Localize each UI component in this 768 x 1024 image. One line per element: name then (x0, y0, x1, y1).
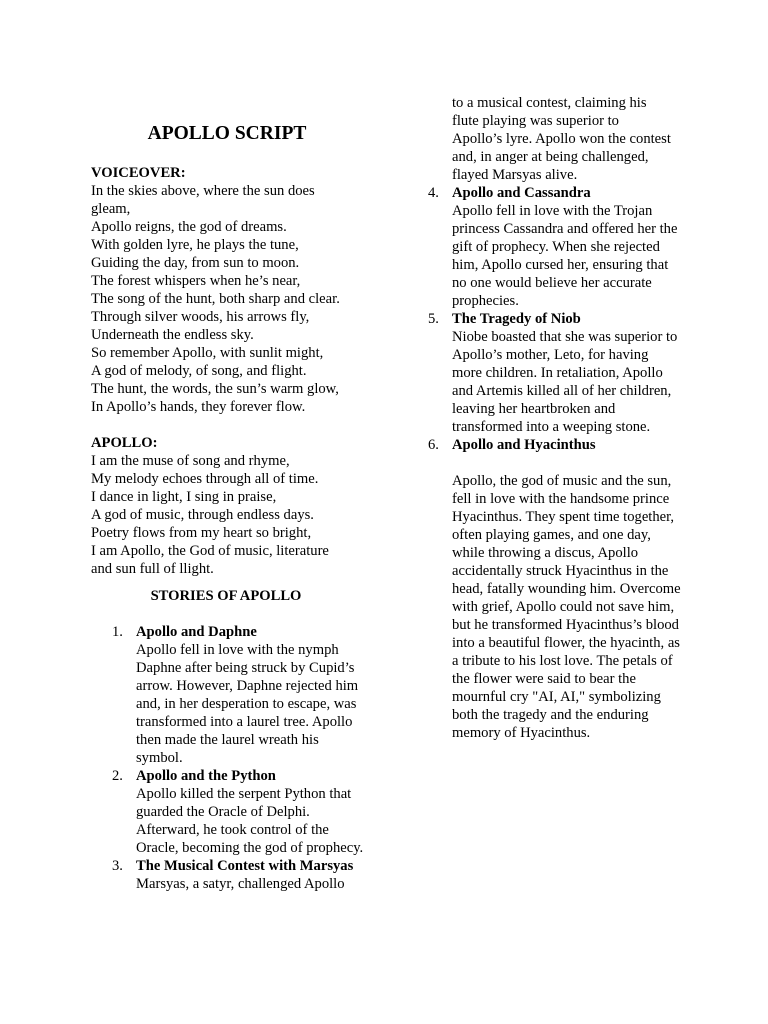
story-title: Apollo and Hyacinthus (452, 437, 596, 453)
story-title: Apollo and the Python (136, 768, 276, 784)
voiceover-line: The forest whispers when he’s near, (91, 273, 301, 289)
apollo-line: I am Apollo, the God of music, literature and sun full of llight. (91, 543, 329, 577)
list-number: 2. (112, 768, 123, 784)
story-title: Apollo and Cassandra (452, 185, 591, 201)
right-column (427, 94, 689, 742)
apollo-line: My melody echoes through all of time. (91, 471, 319, 487)
list-number: 4. (428, 185, 439, 201)
list-item (427, 310, 689, 436)
voiceover-line: In the skies above, where the sun does gleam, (91, 183, 315, 217)
list-number: 6. (428, 437, 439, 453)
story-title: The Musical Contest with Marsyas (136, 858, 354, 874)
list-item (91, 857, 371, 893)
apollo-line: Poetry flows from my heart so bright, (91, 525, 312, 541)
page-title: APOLLO SCRIPT (147, 123, 307, 144)
story-text-continued: to a musical contest, claiming his flute playing was superior to Apollo’s lyre. Apollo won the contest and, in anger at being challenged, flayed Marsyas alive. (452, 95, 671, 183)
stories-list-continued (427, 184, 689, 454)
voiceover-label: VOICEOVER: (91, 165, 186, 181)
voiceover-line: Guiding the day, from sun to moon. (91, 255, 300, 271)
stories-list (91, 623, 371, 893)
story-title: Apollo and Daphne (136, 624, 257, 640)
voiceover-line: With golden lyre, he plays the tune, (91, 237, 299, 253)
story-text: Apollo fell in love with the nymph Daphne after being struck by Cupid’s arrow. However, Daphne rejected him and, in her desperation to escape, was transformed into a laurel tree. Apollo then made the laurel wreath his symbol. (136, 642, 359, 766)
voiceover-section (91, 164, 371, 416)
list-item (91, 623, 371, 767)
story-text: Niobe boasted that she was superior to Apollo’s mother, Leto, for having more children. In retaliation, Apollo and Artemis killed all of her children, leaving her heartbroken and transformed into a weeping stone. (452, 329, 678, 435)
list-number: 3. (112, 858, 123, 874)
voiceover-line: Through silver woods, his arrows fly, (91, 309, 310, 325)
left-column (91, 121, 371, 893)
voiceover-line: In Apollo’s hands, they forever flow. (91, 399, 306, 415)
apollo-section (91, 434, 371, 578)
list-item (427, 436, 689, 454)
apollo-line: I am the muse of song and rhyme, (91, 453, 290, 469)
list-item (427, 184, 689, 310)
story-title: The Tragedy of Niob (452, 311, 581, 327)
apollo-line: A god of music, through endless days. (91, 507, 314, 523)
apollo-label: APOLLO: (91, 435, 158, 451)
story-text: Apollo fell in love with the Trojan princess Cassandra and offered her the gift of prophecy. When she rejected him, Apollo cursed her, ensuring that no one would believe her accurate prophecies. (452, 203, 678, 309)
voiceover-line: Apollo reigns, the god of dreams. (91, 219, 287, 235)
list-item (91, 767, 371, 857)
list-number: 5. (428, 311, 439, 327)
hyacinthus-paragraph: Apollo, the god of music and the sun, fell in love with the handsome prince Hyacinthus. They spent time together, often playing games, and one day, while throwing a discus, Apollo accidentally struck Hyacinthus in the head, fatally wounding him. Overcome with grief, Apollo could not save him, but he transformed Hyacinthus’s blood into a beautiful flower, the hyacinth, as a tribute to his lost love. The petals of the flower were said to bear the mournful cry "AI, AI," symbolizing both the tragedy and the enduring memory of Hyacinthus. (452, 473, 681, 741)
voiceover-line: The hunt, the words, the sun’s warm glow, (91, 381, 339, 397)
apollo-line: I dance in light, I sing in praise, (91, 489, 277, 505)
voiceover-line: A god of melody, of song, and flight. (91, 363, 307, 379)
voiceover-line: Underneath the endless sky. (91, 327, 254, 343)
voiceover-line: So remember Apollo, with sunlit might, (91, 345, 324, 361)
list-number: 1. (112, 624, 123, 640)
story-text: Marsyas, a satyr, challenged Apollo (136, 876, 345, 892)
voiceover-line: The song of the hunt, both sharp and clear. (91, 291, 340, 307)
story-text: Apollo killed the serpent Python that guarded the Oracle of Delphi. Afterward, he took control of the Oracle, becoming the god of prophecy. (136, 786, 364, 856)
stories-heading: STORIES OF APOLLO (150, 588, 302, 604)
